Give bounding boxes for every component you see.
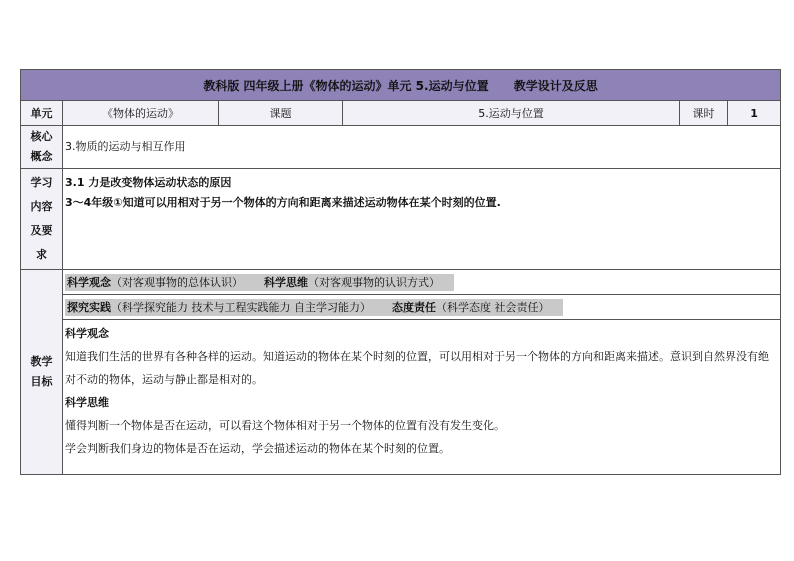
unit-value: 《物体的运动》 <box>63 101 219 126</box>
info-row <box>21 101 781 126</box>
goals-para-thinking-2: 学会判断我们身边的物体是否在运动，学会描述运动的物体在某个时刻的位置。 <box>65 442 450 455</box>
requirements-content: 3.1 力是改变物体运动状态的原因 3～4年级①知道可以用相对于另一个物体的方向和距离来描述运动物体在某个时刻的位置. <box>63 169 781 270</box>
goals-content-row <box>21 320 781 475</box>
banner-subtitle: 教学设计及反思 <box>513 78 598 93</box>
core-content: 3.物质的运动与相互作用 <box>63 126 781 169</box>
requirements-row <box>21 169 781 270</box>
banner <box>21 70 781 101</box>
period-label: 课时 <box>680 101 728 126</box>
goals-para-concept: 知道我们生活的世界有各种各样的运动。知道运动的物体在某个时刻的位置，可以用相对于另一个物体的方向和距离来描述。意识到自然界没有绝对不动的物体，运动与静止都是相对的。 <box>65 350 769 386</box>
goals-tags-row-1 <box>21 270 781 295</box>
topic-value: 5.运动与位置 <box>343 101 680 126</box>
goals-tags-1 <box>63 270 781 295</box>
tag-inquiry-practice: 探究实践（科学探究能力 技术与工程实践能力 自主学习能力） 态度责任（科学态度 社会责任） <box>65 299 563 316</box>
goals-label: 教学 目标 <box>21 270 63 475</box>
banner-title: 教科版 四年级上册《物体的运动》单元 5.运动与位置 <box>203 78 489 93</box>
requirements-label: 学习 内容 及要 求 <box>21 169 63 270</box>
tag-scientific-concept: 科学观念（对客观事物的总体认识） 科学思维（对客观事物的认识方式） <box>65 274 454 291</box>
goals-heading-concept: 科学观念 <box>65 327 109 340</box>
goals-tags-2 <box>63 295 781 320</box>
lesson-plan-table <box>20 69 781 475</box>
period-value: 1 <box>728 101 781 126</box>
lesson-plan-document <box>20 69 780 475</box>
core-row <box>21 126 781 169</box>
topic-label: 课题 <box>219 101 343 126</box>
core-label: 核心 概念 <box>21 126 63 169</box>
banner-row <box>21 70 781 101</box>
goals-content <box>63 320 781 475</box>
goals-tags-row-2 <box>21 295 781 320</box>
goals-para-thinking-1: 懂得判断一个物体是否在运动，可以看这个物体相对于另一个物体的位置有没有发生变化。 <box>65 419 505 432</box>
unit-label: 单元 <box>21 101 63 126</box>
goals-heading-thinking: 科学思维 <box>65 396 109 409</box>
